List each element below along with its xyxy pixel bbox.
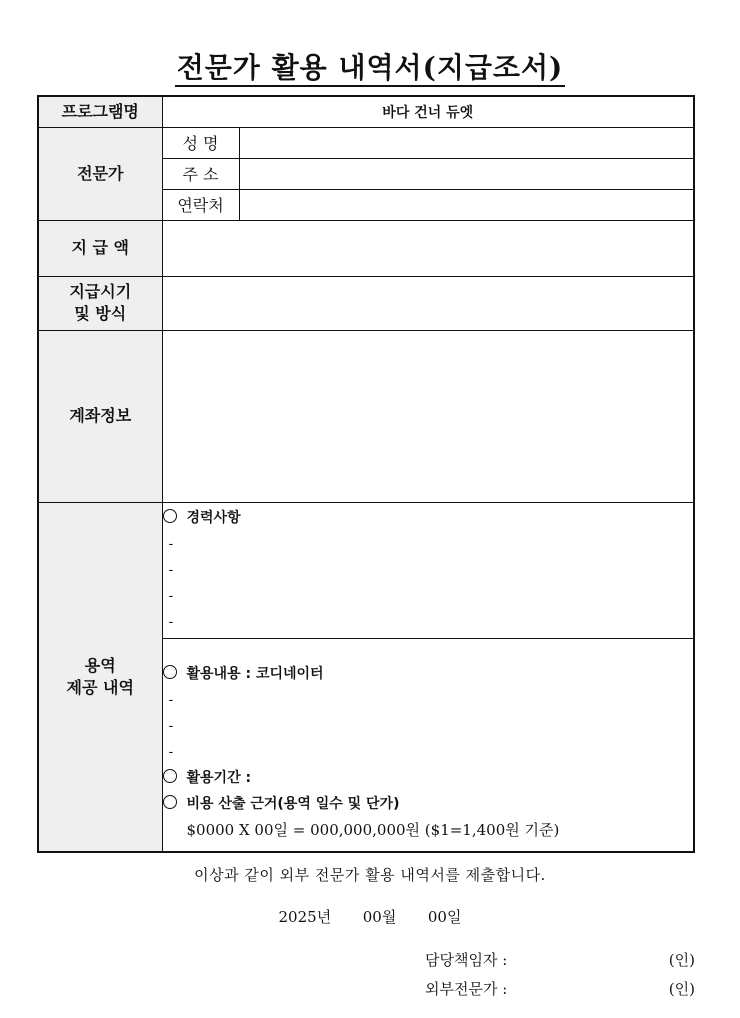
cost-formula: $0000 X 00일 = 000,000,000원 ($1=1,400원 기준) <box>186 820 560 839</box>
date-year: 2025년 <box>278 908 332 926</box>
expert-address-label: 주 소 <box>162 158 239 189</box>
amount-label: 지 급 액 <box>38 220 162 276</box>
signature-manager-seal[interactable]: (인) <box>668 951 695 969</box>
career-item: - <box>168 562 174 578</box>
usage-heading: 활용내용 : 코디네이터 <box>163 661 694 687</box>
expert-contact-label: 연락처 <box>162 189 239 220</box>
expert-name-field[interactable] <box>239 127 694 158</box>
date-day: 00일 <box>427 908 462 926</box>
circle-bullet-icon <box>163 795 177 809</box>
career-item: - <box>168 588 174 604</box>
document-title <box>0 46 740 86</box>
signature-expert-label: 외부전문가 : <box>425 980 508 998</box>
usage-item: - <box>168 717 174 734</box>
timing-label-line1: 지급시기 <box>69 282 132 301</box>
amount-row <box>38 220 694 276</box>
career-item: - <box>168 536 174 552</box>
expert-name-row <box>38 127 694 158</box>
expert-label: 전문가 <box>38 127 162 220</box>
career-section[interactable] <box>162 502 694 638</box>
timing-label <box>38 276 162 330</box>
career-row <box>38 502 694 638</box>
signature-manager-label: 담당책임자 : <box>425 951 508 969</box>
usage-item: - <box>168 691 174 708</box>
signature-expert-seal[interactable]: (인) <box>668 980 695 998</box>
service-label <box>38 502 162 852</box>
expert-usage-form-table <box>37 95 695 853</box>
date-month: 00월 <box>362 908 397 926</box>
program-label: 프로그램명 <box>38 96 162 127</box>
service-label-line2: 제공 내역 <box>66 677 134 697</box>
service-label-line1: 용역 <box>84 655 116 675</box>
expert-name-label: 성 명 <box>162 127 239 158</box>
program-value: 바다 건너 듀엣 <box>162 96 694 127</box>
submission-date <box>0 906 740 927</box>
period-heading: 활용기간 : <box>163 765 694 791</box>
career-heading: 경력사항 <box>163 505 694 531</box>
career-item: - <box>168 614 174 630</box>
circle-bullet-icon <box>163 509 177 523</box>
timing-row <box>38 276 694 330</box>
expert-address-field[interactable] <box>239 158 694 189</box>
timing-label-line2: 및 방식 <box>74 304 127 323</box>
amount-field[interactable] <box>162 220 694 276</box>
usage-section[interactable] <box>162 638 694 852</box>
submission-statement: 이상과 같이 외부 전문가 활용 내역서를 제출합니다. <box>194 866 546 884</box>
cost-heading: 비용 산출 근거(용역 일수 및 단가) <box>163 791 694 817</box>
expert-contact-field[interactable] <box>239 189 694 220</box>
program-row <box>38 96 694 127</box>
signature-manager <box>425 949 695 970</box>
account-field[interactable] <box>162 330 694 502</box>
account-label: 계좌정보 <box>38 330 162 502</box>
timing-field[interactable] <box>162 276 694 330</box>
signature-expert <box>425 978 695 999</box>
usage-item: - <box>168 743 174 760</box>
circle-bullet-icon <box>163 769 177 783</box>
circle-bullet-icon <box>163 665 177 679</box>
account-row <box>38 330 694 502</box>
document-title-text: 전문가 활용 내역서(지급조서) <box>175 51 566 87</box>
